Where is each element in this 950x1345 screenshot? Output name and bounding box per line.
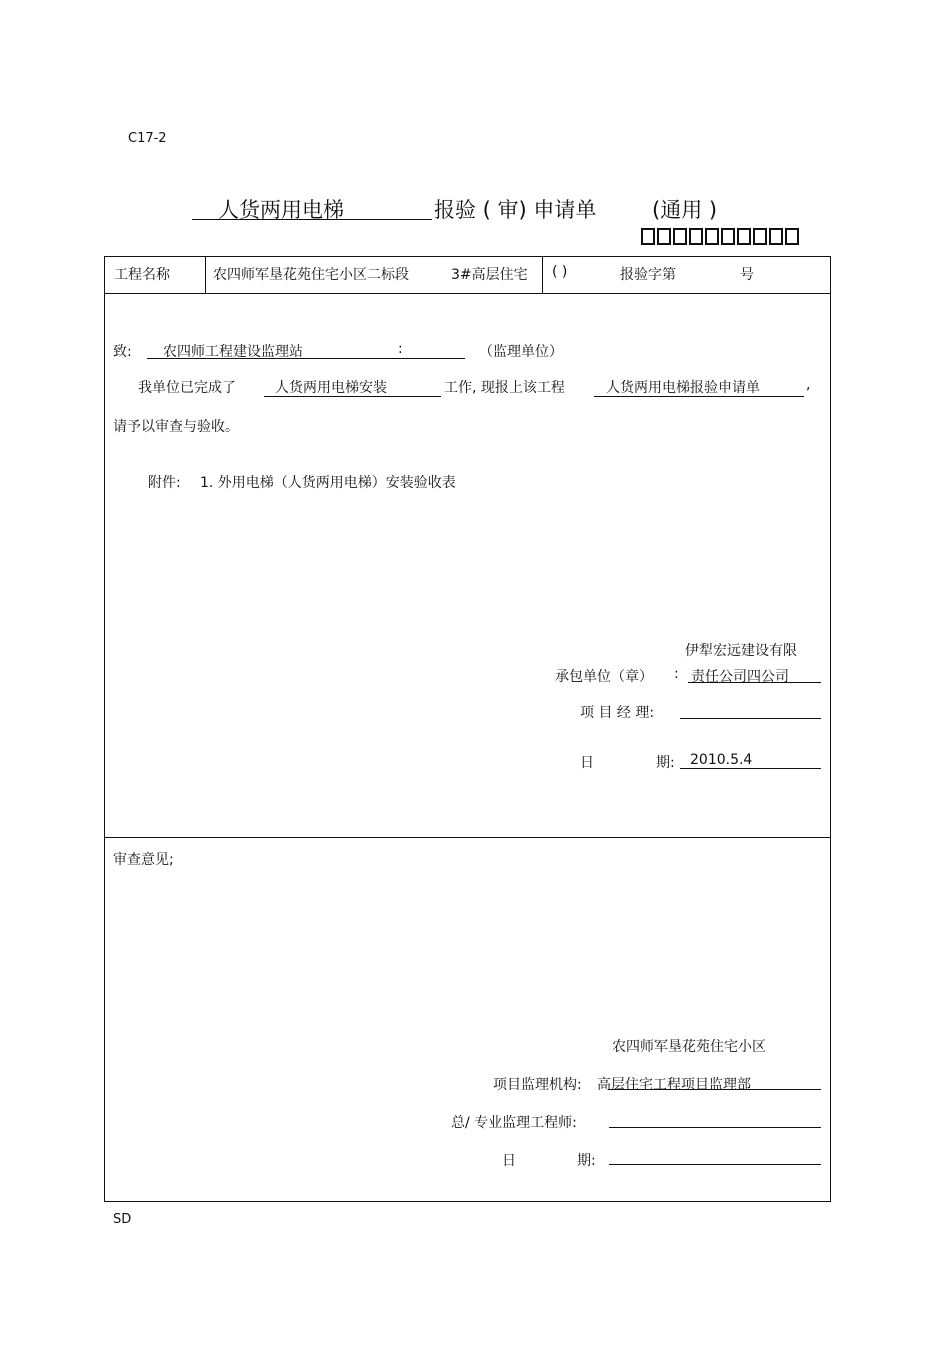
col-divider [205,257,206,294]
section-divider [105,837,830,838]
box-glyph [673,228,687,245]
contractor-unit-label: 承包单位（章） [555,669,653,685]
engineer-underline [609,1127,821,1128]
box-glyph [737,228,751,245]
report-paren: ( ) [552,264,568,280]
line3: 请予以审查与验收。 [113,419,239,435]
company-line1: 伊犁宏远建设有限 [685,643,797,659]
form-table [104,256,831,1202]
project-name-value: 农四师军垦花苑住宅小区二标段 [213,267,409,283]
review-date-underline [609,1164,821,1165]
to-underline [147,358,465,359]
submitted-item-underline [594,396,804,397]
placeholder-boxes [641,228,801,245]
contractor-date-label-2: 期: [656,755,675,771]
review-date-label-1: 日 [502,1153,516,1169]
submitted-item: 人货两用电梯报验申请单 [606,380,760,396]
review-org-label: 项目监理机构: [493,1077,582,1093]
title-subject: 人货两用电梯 [218,198,344,222]
contractor-unit-colon: : [674,666,679,682]
box-glyph [657,228,671,245]
to-label: 致: [113,344,132,360]
box-glyph [753,228,767,245]
box-glyph [721,228,735,245]
company-underline [688,682,821,683]
building-value: 3#高层住宅 [451,267,528,283]
line2-mid: 工作, 现报上该工程 [444,380,565,396]
title-scope: (通用 ) [652,198,718,222]
review-org-line1: 农四师军垦花苑住宅小区 [612,1039,766,1055]
company-line2: 责任公司四公司 [691,669,789,685]
review-org-underline [609,1089,821,1090]
contractor-date-value: 2010.5.4 [690,752,753,768]
contractor-date-label-1: 日 [580,755,594,771]
pm-underline [680,718,821,719]
row-divider [105,293,830,294]
box-glyph [705,228,719,245]
review-org-line2: 高层住宅工程项目监理部 [597,1077,751,1093]
line2-prefix: 我单位已完成了 [138,380,236,396]
box-glyph [689,228,703,245]
review-date-label-2: 期: [577,1153,596,1169]
pm-label: 项 目 经 理: [580,705,655,721]
attachment-item: 1. 外用电梯（人货两用电梯）安装验收表 [200,475,456,491]
completed-work: 人货两用电梯安装 [275,380,387,396]
col-divider [542,257,543,294]
form-code: C17-2 [128,131,167,146]
attachment-label: 附件: [148,475,181,491]
review-label: 审查意见; [113,852,174,868]
title-underline [192,219,432,220]
project-name-label: 工程名称 [114,267,170,283]
footer-code: SD [113,1212,132,1227]
engineer-label: 总/ 专业监理工程师: [451,1115,577,1131]
line2-end: , [806,377,811,393]
contractor-date-underline [680,768,821,769]
to-colon: : [398,341,403,357]
report-number-label: 报验字第 [620,267,676,283]
title-main: 报验 ( 审) 申请单 [434,198,597,222]
box-glyph [769,228,783,245]
to-unit-label: （监理单位） [479,344,563,360]
completed-work-underline [264,396,441,397]
box-glyph [641,228,655,245]
to-value: 农四师工程建设监理站 [163,344,303,360]
report-number-suffix: 号 [740,267,754,283]
box-glyph [785,228,799,245]
